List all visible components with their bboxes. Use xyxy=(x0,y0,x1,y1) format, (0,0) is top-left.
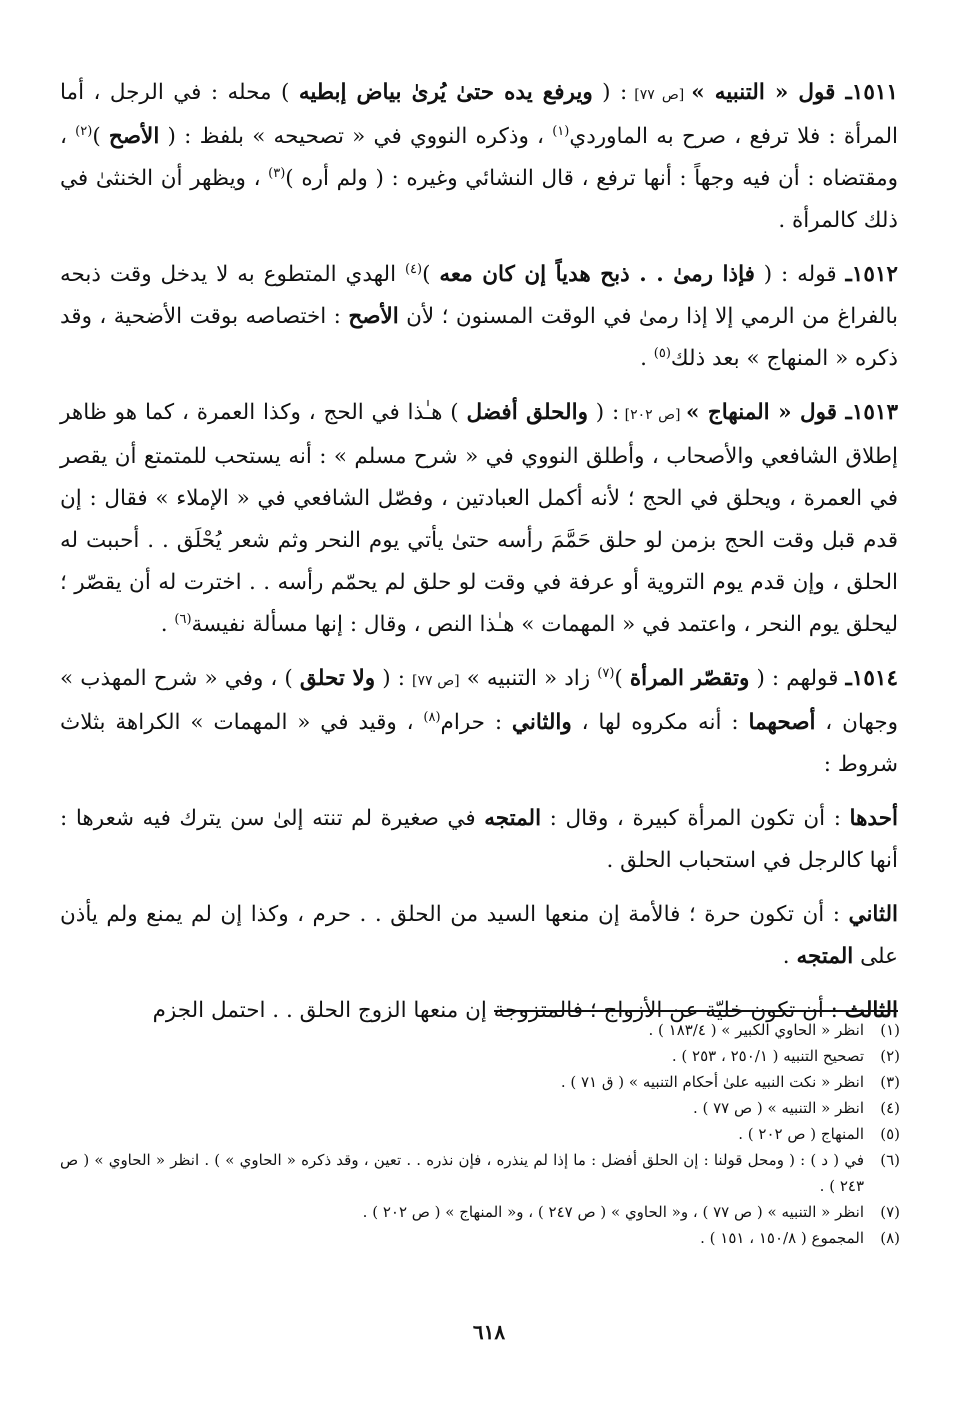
footnote xyxy=(60,1017,900,1043)
footnote-text: في ( د ) : ( ومحل قولنا : إن الحلق أفضل : ما إذا لم ينذره ، فإن نذره . . تعين ، وقد ذكره « الحاوي » ) . انظر « الحاوي » ( ص ٢٤٣ ) . xyxy=(60,1151,864,1195)
footnote xyxy=(60,1121,900,1147)
footnote-marker: (٧) xyxy=(597,665,615,681)
paragraph-1512 xyxy=(60,254,898,380)
bold-text: والحلق أفضل xyxy=(466,400,588,425)
footnote xyxy=(60,1069,900,1095)
page-reference: [ص ٧٧] xyxy=(412,673,460,689)
bold-text: الثالث xyxy=(844,998,898,1023)
footnote-marker: (٤) xyxy=(404,261,423,277)
text-run: : أن تكون المرأة كبيرة ، وقال : xyxy=(541,806,850,831)
main-text xyxy=(60,72,898,1044)
text-run: زاد « التنبيه » xyxy=(459,666,598,691)
footnote xyxy=(60,1043,900,1069)
bold-text: الأصح xyxy=(348,304,399,329)
paragraph-1513 xyxy=(60,392,898,646)
bold-text: والثاني xyxy=(511,710,572,735)
text-run: ) xyxy=(92,124,109,149)
text-run: ) ، وفي « شرح المهذب » وجهان ، xyxy=(60,666,899,735)
text-run: . xyxy=(160,612,175,637)
bold-text: الثاني xyxy=(848,902,898,927)
footnote xyxy=(60,1199,900,1225)
footnote-text: انظر « التنبيه » ( ص ٧٧ ) ، و« الحاوي » ( ص ٢٤٧ ) ، و« المنهاج » ( ص ٢٠٢ ) . xyxy=(362,1203,864,1221)
text-run: ) xyxy=(422,262,440,287)
bold-text: ويرفع يده حتىٰ يُرىٰ بياض إبطيه xyxy=(298,80,593,105)
footnote-marker: (٨) xyxy=(423,709,441,725)
footnote-text: المجموع ( ١٥٠/٨ ، ١٥١ ) . xyxy=(700,1229,864,1247)
paragraph-1514 xyxy=(60,658,898,786)
bold-text: ١٥١١ـ قول « التنبيه » xyxy=(691,80,898,105)
footnote-number: (١) xyxy=(880,1021,900,1039)
text-run: ، وقيد في « المهمات » الكراهة بثلاث شروط : xyxy=(60,710,898,777)
footnote xyxy=(60,1095,900,1121)
bold-text: أصحهما xyxy=(748,710,816,735)
bold-text: وتقصّر المرأة xyxy=(629,666,750,691)
footnote-divider xyxy=(494,1010,898,1012)
text-run: قولهم : ( xyxy=(749,666,846,691)
text-run: : أن تكون خليّة عن الأزواج ؛ فالمتزوجة إن منعها الزوج الحلق . . احتمل الجزم xyxy=(152,998,845,1023)
text-run: : ( xyxy=(587,400,620,425)
bold-text: المتجه xyxy=(484,806,542,831)
bold-text: ولا تحلق xyxy=(299,666,376,691)
footnote-number: (٦) xyxy=(880,1151,900,1169)
footnote-marker: (١) xyxy=(552,123,570,139)
text-run: في صغيرة لم تنته إلىٰ سن يترك فيه شعرها : أنها كالرجل في استحباب الحلق . xyxy=(60,806,898,873)
footnote-number: (٧) xyxy=(880,1203,900,1221)
page-reference: [ص ٢٠٢] xyxy=(619,407,686,423)
text-run: : أنه مكروه لها ، xyxy=(571,710,749,735)
paragraph-first-condition xyxy=(60,798,898,882)
page-number: ٦١٨ xyxy=(472,1320,506,1344)
text-run: الهدي المتطوع به لا يدخل وقت ذبحه بالفراغ من الرمي إلا إذا رمىٰ في الوقت المسنون ؛ لأن xyxy=(60,262,898,329)
footnote-marker: (٢) xyxy=(75,123,93,139)
text-run: ، ومقتضاه : أن فيه وجهاً : أنها ترفع ، قال النشائي وغيره : ( ولم أره ) xyxy=(60,124,898,191)
bold-text: ١٥١٣ـ قول « المنهاج » xyxy=(685,400,899,425)
footnotes xyxy=(60,1017,900,1251)
text-run: . xyxy=(782,944,797,969)
bold-text: أحدها xyxy=(849,806,898,831)
bold-text: المتجه xyxy=(796,944,854,969)
text-run: قوله : ( xyxy=(754,262,846,287)
paragraph-second-condition xyxy=(60,894,898,978)
paragraph-1511 xyxy=(60,72,898,242)
footnote-number: (٥) xyxy=(880,1125,900,1143)
text-run: ، ويظهر أن الخنثىٰ في ذلك كالمرأة . xyxy=(60,166,898,233)
footnote-number: (٤) xyxy=(880,1099,900,1117)
footnote-text: انظر « الحاوي الكبير » ( ١٨٣/٤ ) . xyxy=(648,1021,864,1039)
footnote-number: (٢) xyxy=(880,1047,900,1065)
bold-text: الأصح xyxy=(108,124,160,149)
footnote-text: تصحيح التنبيه ( ٢٥٠/١ ، ٢٥٣ ) . xyxy=(671,1047,864,1065)
text-run: ) هـٰذا في الحج ، وكذا العمرة ، كما هو ظاهر إطلاق الشافعي والأصحاب ، وأطلق النووي في « شرح مسلم » : أنه يستحب للمتمتع أن يقصر في العمرة ، ويحلق في الحج ؛ لأنه أكمل العبادتين ، وفصّل الشافعي في « الإملاء » فقال : إن قدم قبل وقت الحج بزمن لو حلق حَمَّمَ رأسه حتىٰ يأتي يوم النحر وثم شعر يُحْلَق . . أحببت له الحلق ، وإن قدم يوم التروية أو عرفة في وقت لو حلق لم يحمّم رأسه . . اخترت له أن يقصّر ؛ ليحلق يوم النحر ، واعتمد في « المهمات » هـٰذا النص ، وقال : إنها مسألة نفيسة xyxy=(60,400,898,637)
bold-text: ١٥١٤ـ xyxy=(845,666,898,691)
text-run: ) محله : في الرجل ، أما المرأة : فلا ترفع ، صرح به الماوردي xyxy=(60,80,898,149)
text-run: : ( xyxy=(592,80,628,105)
footnote-marker: (٣) xyxy=(268,165,286,181)
page-reference: [ص ٧٧] xyxy=(627,87,692,103)
footnote-text: انظر « التنبيه » ( ص ٧٧ ) . xyxy=(692,1099,864,1117)
text-run: : أن تكون حرة ؛ فالأمة إن منعها السيد من الحلق . . حرم ، وكذا إن لم يمنع ولم يأذن على xyxy=(60,902,898,969)
footnote-marker: (٥) xyxy=(653,345,671,361)
text-run: . xyxy=(640,346,654,371)
footnote-number: (٨) xyxy=(880,1229,900,1247)
text-run: : حرام xyxy=(440,710,512,735)
text-run: ) xyxy=(614,666,630,691)
bold-text: فإذا رمىٰ . . ذبح هدياً إن كان معه xyxy=(439,262,755,287)
footnote xyxy=(60,1225,900,1251)
bold-text: ١٥١٢ـ xyxy=(845,262,898,287)
footnote-marker: (٦) xyxy=(174,611,192,627)
text-run: ، وذكره النووي في « تصحيحه » بلفظ : ( xyxy=(159,124,553,149)
footnote xyxy=(60,1147,900,1199)
footnote-number: (٣) xyxy=(880,1073,900,1091)
footnote-text: المنهاج ( ص ٢٠٢ ) . xyxy=(738,1125,864,1143)
text-run: : ( xyxy=(375,666,413,691)
text-run: : اختصاصه بوقت الأضحية ، وقد ذكره « المنهاج » بعد ذلك xyxy=(60,304,898,371)
footnote-text: انظر « نكت النبيه علىٰ أحكام التنبيه » ( ق ٧١ ) . xyxy=(560,1073,864,1091)
